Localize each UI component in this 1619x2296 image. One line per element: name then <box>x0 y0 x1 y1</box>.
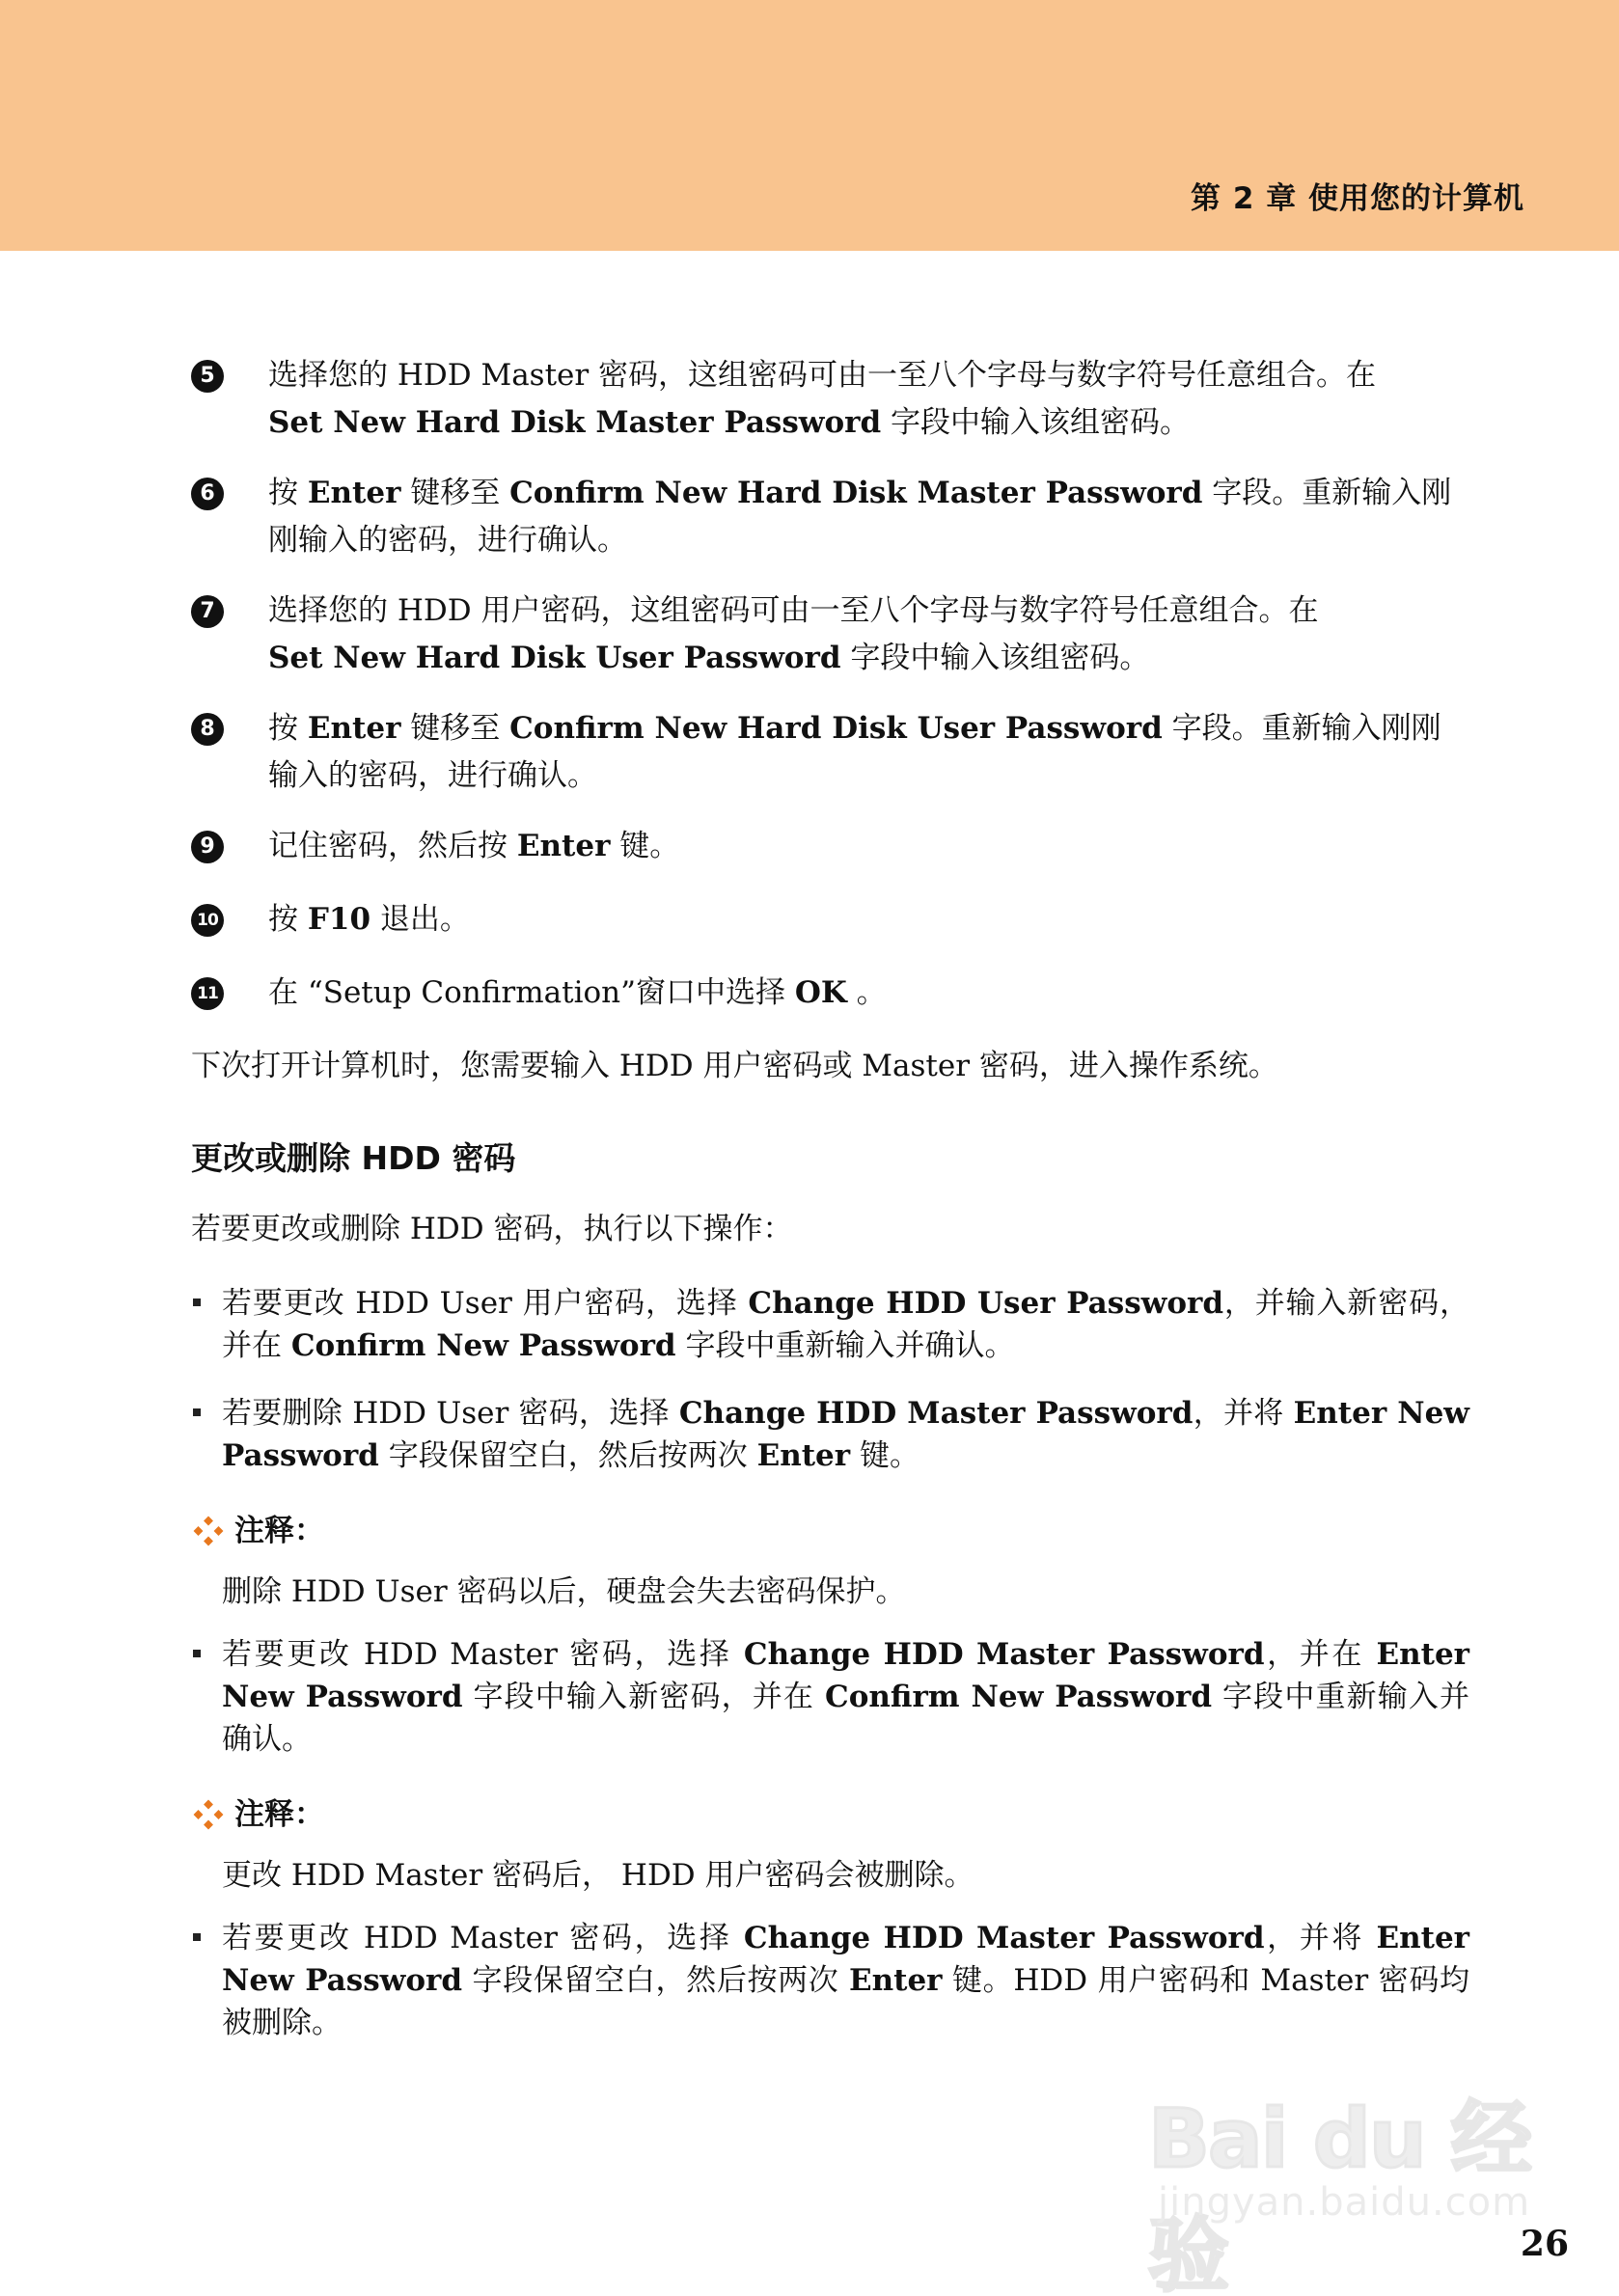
bullet-item: 若要更改 HDD User 用户密码，选择 Change HDD User Password，并输入新密码，并在 Confirm New Password 字段中重新输入并确认。 <box>191 1282 1469 1367</box>
baidu-jingyan-watermark <box>1139 2045 1544 2296</box>
note-label: 注释： <box>234 1797 324 1832</box>
field-name: Confirm New Hard Disk Master Password <box>509 476 1203 510</box>
key-name: Enter <box>516 829 611 863</box>
chapter-title: 第 2 章 使用您的计算机 <box>1191 181 1524 216</box>
step-text: 选择您的 HDD Master 密码，这组密码可由一至八个字母与数字符号任意组合。在 <box>268 358 1377 393</box>
step-number-icon: 5 <box>191 360 224 393</box>
step-10: 10 按 F10 退出。 <box>191 896 1469 943</box>
step-number-icon: 8 <box>191 713 224 746</box>
step-number-icon: 7 <box>191 595 224 628</box>
step-number-icon: 6 <box>191 478 224 510</box>
diamond-bullet-icon <box>193 1799 224 1830</box>
note-heading <box>191 1793 1469 1836</box>
menu-option: Change HDD User Password <box>748 1286 1224 1321</box>
menu-option: Change HDD Master Password <box>743 1921 1265 1955</box>
note-text: 更改 HDD Master 密码后， HDD 用户密码会被删除。 <box>222 1858 974 1893</box>
menu-option: Change HDD Master Password <box>743 1637 1265 1672</box>
step-8: 8 按 Enter 键移至 Confirm New Hard Disk User Password 字段。重新输入刚刚输入的密码，进行确认。 <box>191 705 1469 800</box>
field-name: Set New Hard Disk User Password <box>268 641 841 675</box>
note-label: 注释： <box>234 1514 324 1548</box>
step-text: 选择您的 HDD 用户密码，这组密码可由一至八个字母与数字符号任意组合。在 <box>268 593 1319 628</box>
after-steps-paragraph: 下次打开计算机时，您需要输入 HDD 用户密码或 Master 密码，进入操作系统。 <box>191 1049 1278 1083</box>
field-name: Confirm New Hard Disk User Password <box>509 711 1163 746</box>
square-bullet-icon <box>193 1933 201 1941</box>
step-number-icon: 11 <box>191 977 224 1010</box>
step-number-icon: 10 <box>191 904 224 937</box>
watermark-logo: Bai du 经验 <box>1148 2091 1530 2296</box>
section-intro: 若要更改或删除 HDD 密码，执行以下操作： <box>191 1212 793 1246</box>
step-6: 6 按 Enter 键移至 Confirm New Hard Disk Master Password 字段。重新输入刚刚输入的密码，进行确认。 <box>191 470 1469 564</box>
step-7: 7 选择您的 HDD 用户密码，这组密码可由一至八个字母与数字符号任意组合。在 Set New Hard Disk User Password 字段中输入该组密码。 <box>191 588 1469 682</box>
page-content <box>191 352 1469 2069</box>
option-name: OK <box>794 975 847 1010</box>
square-bullet-icon <box>193 1408 201 1416</box>
square-bullet-icon <box>193 1298 201 1306</box>
key-name: F10 <box>307 902 371 937</box>
field-name: Enter New Password <box>222 1921 1469 1998</box>
step-9: 9 记住密码，然后按 Enter 键。 <box>191 823 1469 870</box>
key-name: Enter <box>307 476 401 510</box>
field-name: Confirm New Password <box>825 1680 1213 1714</box>
step-11: 11 在 “Setup Confirmation”窗口中选择 OK 。 <box>191 970 1469 1017</box>
chapter-header-band <box>0 0 1619 251</box>
square-bullet-icon <box>193 1650 201 1657</box>
field-name: Enter New Password <box>222 1396 1469 1473</box>
key-name: Enter <box>756 1438 851 1473</box>
menu-option: Change HDD Master Password <box>678 1396 1194 1431</box>
page-number: 26 <box>1520 2224 1569 2264</box>
field-name: Enter New Password <box>222 1637 1469 1714</box>
bullet-item: 若要更改 HDD Master 密码，选择 Change HDD Master Password，并将 Enter New Password 字段保留空白，然后按两次 Enter 键。HDD 用户密码和 Master 密码均被删除。 <box>191 1917 1469 2044</box>
key-name: Enter <box>307 711 401 746</box>
step-number-icon: 9 <box>191 831 224 863</box>
bullet-item: 若要更改 HDD Master 密码，选择 Change HDD Master Password，并在 Enter New Password 字段中输入新密码，并在 Confirm New Password 字段中重新输入并确认。 <box>191 1633 1469 1761</box>
bullet-item: 若要删除 HDD User 密码，选择 Change HDD Master Password，并将 Enter New Password 字段保留空白，然后按两次 Enter 键。 <box>191 1392 1469 1477</box>
note-heading <box>191 1510 1469 1552</box>
field-name: Set New Hard Disk Master Password <box>268 405 882 440</box>
field-name: Confirm New Password <box>290 1328 676 1363</box>
key-name: Enter <box>848 1963 943 1998</box>
step-5: 5 选择您的 HDD Master 密码，这组密码可由一至八个字母与数字符号任意组合。在 Set New Hard Disk Master Password 字段中输入该组密码。 <box>191 352 1469 447</box>
section-heading: 更改或删除 HDD 密码 <box>191 1139 516 1177</box>
diamond-bullet-icon <box>193 1516 224 1546</box>
note-text: 删除 HDD User 密码以后，硬盘会失去密码保护。 <box>222 1574 906 1609</box>
watermark-url: jingyan.baidu.com <box>1158 2180 1531 2225</box>
